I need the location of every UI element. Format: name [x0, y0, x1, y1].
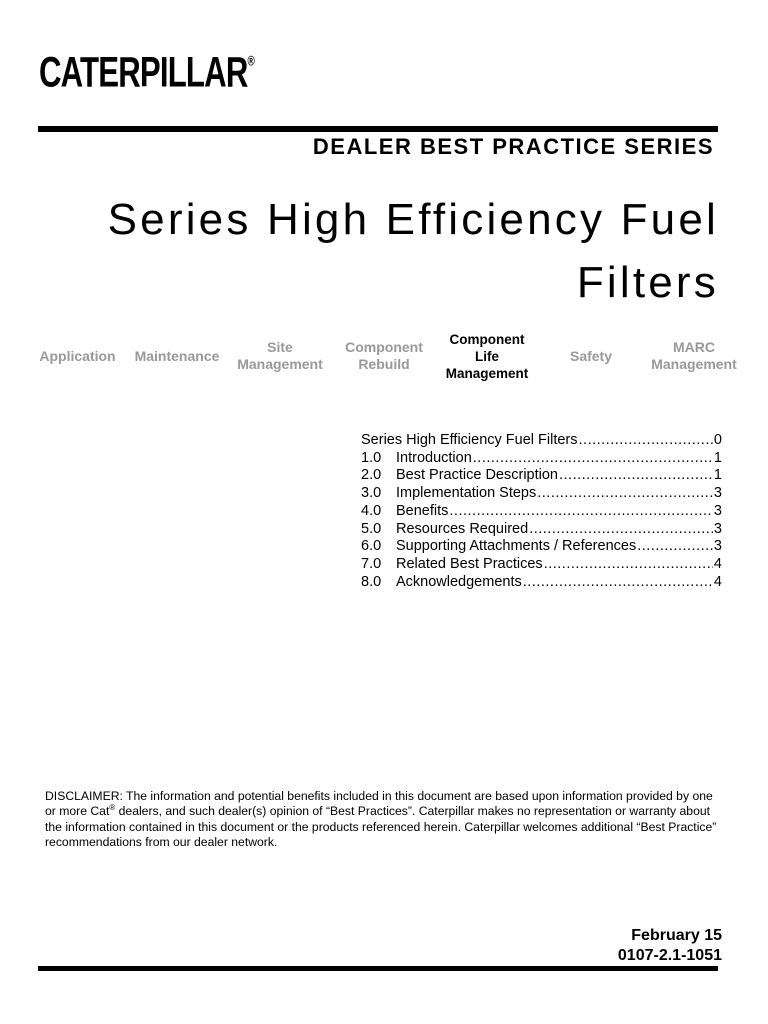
header-rule [38, 126, 718, 132]
nav-item-site-management[interactable]: Site Management [237, 339, 323, 372]
toc-entry-label: Related Best Practices [396, 555, 543, 572]
toc-row[interactable] [361, 432, 722, 450]
toc-section-number: 8.0 [361, 573, 382, 590]
nav-item-safety[interactable]: Safety [569, 347, 613, 364]
toc-section-number: 3.0 [361, 485, 382, 502]
toc-page-number: 3 [713, 485, 722, 502]
footer-rule [38, 966, 718, 971]
toc-section-number: 6.0 [361, 538, 382, 555]
toc-entry-label: Acknowledgements [396, 573, 522, 590]
nav-item-maintenance[interactable]: Maintenance [134, 347, 220, 364]
toc-section-number: 2.0 [361, 467, 382, 484]
toc-section-number: 4.0 [361, 502, 382, 519]
disclaimer-text-part-2: dealers, and such dealer(s) opinion of “Best Practices”. Caterpillar makes no representation or warranty about the information contained in this document or the products referenced herein. Caterpillar welcomes additional “Best Practice” recommendations from our dealer network. [45, 804, 717, 849]
toc-leader-dots [449, 503, 713, 521]
toc-leader-dots [637, 538, 713, 556]
toc-entry-label: Supporting Attachments / References [396, 538, 637, 555]
nav-item-component-rebuild[interactable]: Component Rebuild [345, 339, 423, 372]
toc-section-number: 1.0 [361, 449, 382, 466]
toc-entry-label: Introduction [396, 449, 472, 466]
toc-row[interactable] [361, 521, 722, 539]
toc-entry-label: Series High Efficiency Fuel Filters [361, 432, 578, 448]
toc-leader-dots [579, 432, 713, 450]
title-line-2: Filters [576, 258, 719, 307]
toc-entry-label: Best Practice Description [396, 467, 558, 484]
toc-row[interactable] [361, 556, 722, 574]
disclaimer-text-part-1: DISCLAIMER: The information and potential benefits included in this document are based upon information provided by one or more Cat [45, 789, 713, 819]
registered-mark: ® [109, 803, 116, 813]
toc-page-number: 1 [713, 467, 722, 484]
toc-page-number: 4 [713, 573, 722, 590]
toc-leader-dots [559, 467, 713, 485]
toc-row[interactable] [361, 450, 722, 468]
table-of-contents [361, 432, 722, 591]
toc-row[interactable] [361, 485, 722, 503]
toc-leader-dots [537, 485, 713, 503]
toc-page-number: 3 [713, 538, 722, 555]
document-footer [618, 926, 722, 966]
toc-leader-dots [529, 521, 713, 539]
toc-section-number: 5.0 [361, 520, 382, 537]
toc-entry-label: Implementation Steps [396, 485, 537, 502]
publication-date: February 15 [631, 927, 722, 944]
document-number: 0107-2.1-1051 [617, 947, 722, 964]
toc-row[interactable] [361, 467, 722, 485]
toc-leader-dots [544, 556, 713, 574]
title-line-1: Series High Efficiency Fuel [107, 195, 719, 244]
toc-page-number: 1 [713, 449, 722, 466]
toc-row[interactable] [361, 503, 722, 521]
toc-row[interactable] [361, 538, 722, 556]
toc-leader-dots [473, 450, 713, 468]
toc-page-number: 0 [713, 432, 722, 448]
toc-page-number: 4 [713, 555, 722, 572]
toc-entry-label: Benefits [396, 502, 449, 519]
logo-text: CATERPILLAR [39, 49, 248, 97]
logo-registered-mark: ® [247, 53, 254, 69]
toc-row[interactable] [361, 574, 722, 592]
category-nav [0, 326, 768, 386]
toc-page-number: 3 [713, 502, 722, 519]
toc-leader-dots [523, 574, 713, 592]
nav-item-marc-management[interactable]: MARC Management [651, 339, 737, 372]
nav-item-application[interactable]: Application [39, 347, 116, 364]
disclaimer [45, 789, 725, 850]
toc-page-number: 3 [713, 520, 722, 537]
caterpillar-logo [39, 49, 254, 97]
series-heading: DEALER BEST PRACTICE SERIES [312, 134, 714, 159]
toc-section-number: 7.0 [361, 555, 382, 572]
document-title [40, 188, 719, 314]
toc-entry-label: Resources Required [396, 520, 529, 537]
nav-item-component-life-management[interactable]: Component Life Management [445, 331, 529, 381]
